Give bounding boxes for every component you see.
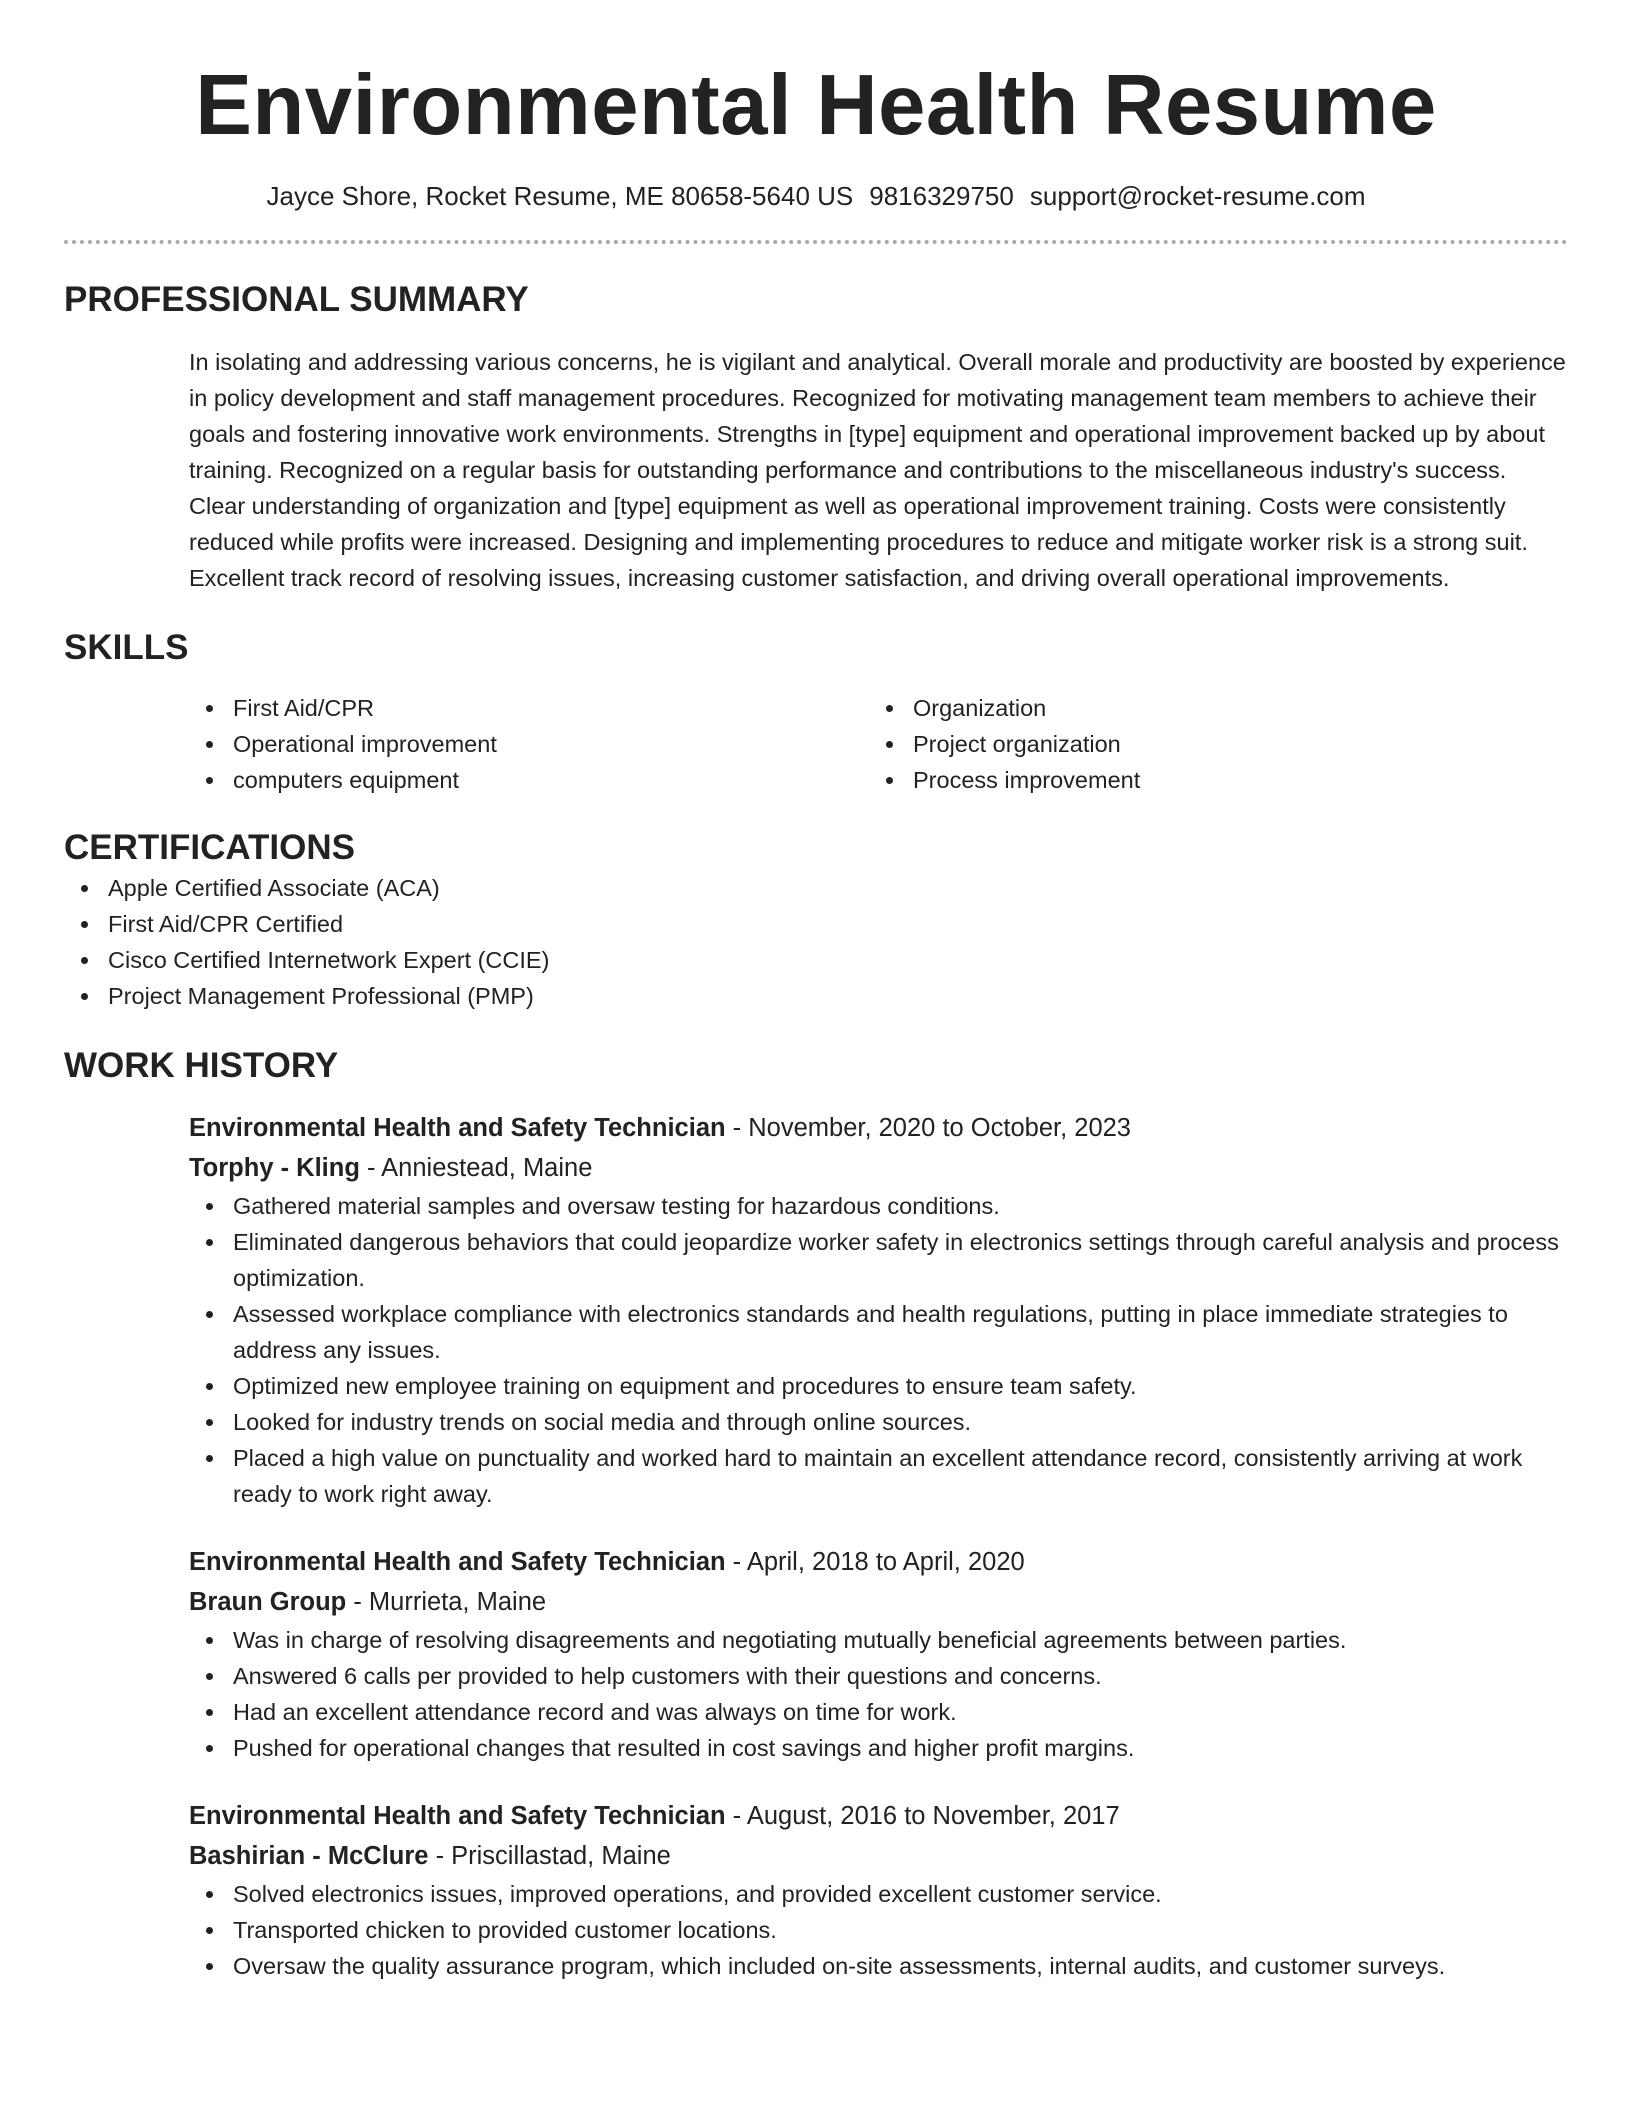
skills-list-left: [189, 690, 869, 798]
job-company: Torphy - Kling: [189, 1154, 360, 1182]
job-duty-item: Looked for industry trends on social media and through online sources.: [189, 1404, 1568, 1440]
contact-address: Jayce Shore, Rocket Resume, ME 80658-5640 US: [266, 181, 854, 211]
job-entry: [189, 1796, 1568, 1984]
job-duties-list: [189, 1622, 1568, 1766]
skills-heading: SKILLS: [64, 628, 189, 667]
contact-phone: 9816329750: [869, 181, 1014, 211]
job-title-line: [189, 1542, 1568, 1582]
job-company-line: [189, 1836, 1568, 1876]
resume-page: [64, 0, 1568, 1984]
resume-title: Environmental Health Resume: [195, 58, 1437, 153]
job-company-line: [189, 1582, 1568, 1622]
summary-section: [64, 278, 1568, 596]
certifications-heading: CERTIFICATIONS: [64, 828, 356, 867]
certification-item: Cisco Certified Internetwork Expert (CCIE): [64, 942, 1568, 978]
skills-column-right: [869, 690, 1549, 798]
job-duty-item: Transported chicken to provided customer locations.: [189, 1912, 1568, 1948]
job-duty-item: Solved electronics issues, improved operations, and provided excellent customer service.: [189, 1876, 1568, 1912]
job-duty-item: Answered 6 calls per provided to help customers with their questions and concerns.: [189, 1658, 1568, 1694]
certification-item: Apple Certified Associate (ACA): [64, 870, 1568, 906]
job-dates: - August, 2016 to November, 2017: [725, 1802, 1120, 1830]
skills-section: [64, 626, 1568, 798]
job-duties-list: [189, 1188, 1568, 1512]
skill-item: Operational improvement: [189, 726, 869, 762]
job-duty-item: Placed a high value on punctuality and worked hard to maintain an excellent attendance record, consistently arriving at work ready to work right away.: [189, 1440, 1568, 1512]
work-history-section: [64, 1044, 1568, 1984]
summary-heading: PROFESSIONAL SUMMARY: [64, 280, 529, 319]
job-duty-item: Pushed for operational changes that resulted in cost savings and higher profit margins.: [189, 1730, 1568, 1766]
job-duty-item: Assessed workplace compliance with electronics standards and health regulations, putting in place immediate strategies to address any issues.: [189, 1296, 1568, 1368]
contact-line: [64, 178, 1568, 214]
job-company: Bashirian - McClure: [189, 1842, 429, 1870]
job-title: Environmental Health and Safety Technician: [189, 1802, 726, 1830]
job-duty-item: Oversaw the quality assurance program, which included on-site assessments, internal audits, and customer surveys.: [189, 1948, 1568, 1984]
job-duty-item: Optimized new employee training on equipment and procedures to ensure team safety.: [189, 1368, 1568, 1404]
skill-item: Process improvement: [869, 762, 1549, 798]
job-duties-list: [189, 1876, 1568, 1984]
certifications-section: [64, 826, 1568, 1014]
work-history-heading: WORK HISTORY: [64, 1046, 339, 1085]
skills-list-right: [869, 690, 1549, 798]
job-company: Braun Group: [189, 1588, 347, 1616]
header-divider: [64, 240, 1568, 244]
job-duty-item: Eliminated dangerous behaviors that could jeopardize worker safety in electronics settings through careful analysis and process optimization.: [189, 1224, 1568, 1296]
job-duty-item: Was in charge of resolving disagreements and negotiating mutually beneficial agreements between parties.: [189, 1622, 1568, 1658]
skill-item: First Aid/CPR: [189, 690, 869, 726]
job-dates: - April, 2018 to April, 2020: [725, 1548, 1025, 1576]
skills-grid: [189, 690, 1568, 798]
job-entry: [189, 1542, 1568, 1766]
job-title: Environmental Health and Safety Technician: [189, 1548, 726, 1576]
job-location: - Murrieta, Maine: [346, 1588, 547, 1616]
contact-email: support@rocket-resume.com: [1029, 181, 1366, 211]
skills-column-left: [189, 690, 869, 798]
skill-item: Organization: [869, 690, 1549, 726]
certification-item: Project Management Professional (PMP): [64, 978, 1568, 1014]
skill-item: Project organization: [869, 726, 1549, 762]
summary-text: In isolating and addressing various concerns, he is vigilant and analytical. Overall morale and productivity are boosted by experience in policy development and staff management procedures. Recognized for motivating management team members to achieve their goals and fostering innovative work environments. Strengths in [type] equipment and operational improvement backed up by about training. Recognized on a regular basis for outstanding performance and contributions to the miscellaneous industry's success. Clear understanding of organization and [type] equipment as well as operational improvement training. Costs were consistently reduced while profits were increased. Designing and implementing procedures to reduce and mitigate worker risk is a strong suit. Excellent track record of resolving issues, increasing customer satisfaction, and driving overall operational improvements.: [189, 349, 1566, 591]
job-duty-item: Gathered material samples and oversaw testing for hazardous conditions.: [189, 1188, 1568, 1224]
job-location: - Anniestead, Maine: [359, 1154, 593, 1182]
job-title: Environmental Health and Safety Technician: [189, 1114, 726, 1142]
job-dates: - November, 2020 to October, 2023: [725, 1114, 1131, 1142]
job-duty-item: Had an excellent attendance record and was always on time for work.: [189, 1694, 1568, 1730]
job-location: - Priscillastad, Maine: [428, 1842, 671, 1870]
skill-item: computers equipment: [189, 762, 869, 798]
job-entry: [189, 1108, 1568, 1512]
job-title-line: [189, 1796, 1568, 1836]
job-company-line: [189, 1148, 1568, 1188]
certifications-list: [64, 870, 1568, 1014]
job-title-line: [189, 1108, 1568, 1148]
certification-item: First Aid/CPR Certified: [64, 906, 1568, 942]
